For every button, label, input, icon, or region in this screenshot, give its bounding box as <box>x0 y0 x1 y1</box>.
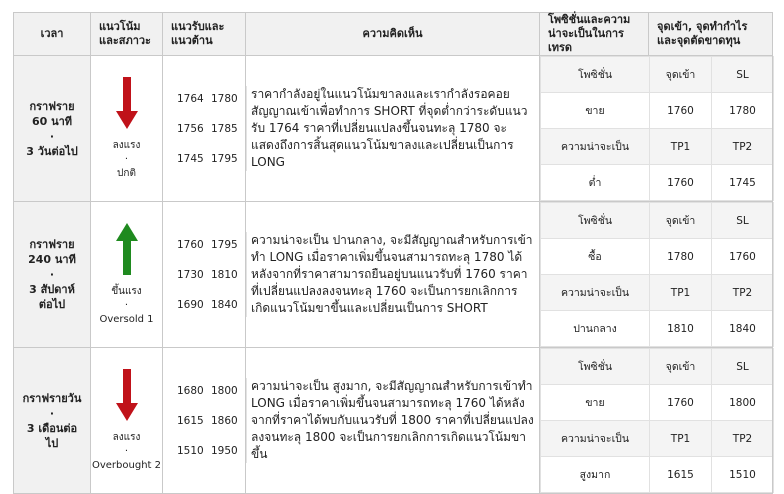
timeframe-line: กราฟรายวัน <box>22 391 82 405</box>
timeframe-cell <box>14 202 91 348</box>
grid-row <box>541 457 774 493</box>
grid-value-cell: 1780 <box>712 93 774 129</box>
support-level: 1730 <box>177 268 204 281</box>
support-level: 1764 <box>177 92 204 105</box>
grid-header-cell: ความน่าจะเป็น <box>541 275 650 311</box>
support-level: 1680 <box>177 384 204 397</box>
trend-spacer <box>91 421 162 431</box>
level-row <box>163 260 245 290</box>
grid-header-cell: TP1 <box>650 275 712 311</box>
header-entry: จุดเข้า, จุดทำกำไรและจุดตัดขาดทุน <box>649 13 773 56</box>
grid-value-cell: 1760 <box>650 385 712 421</box>
timeframe-line: 3 วันต่อไป <box>26 144 78 158</box>
trend-spacer <box>91 275 162 285</box>
grid-row <box>541 385 774 421</box>
timeframe-line: · <box>49 268 55 281</box>
support-level: 1510 <box>177 444 204 457</box>
timeframe-line: · <box>49 406 55 420</box>
header-position: โพซิชั่นและความน่าจะเป็นในการเทรด <box>540 13 649 56</box>
grid-value-cell: 1510 <box>712 457 774 493</box>
grid-value-cell: 1760 <box>712 239 774 275</box>
trend-label: ลงแรง <box>112 139 141 151</box>
header-support-resistance: แนวรับและแนวต้าน <box>163 13 246 56</box>
timeframe-line: 3 สัปดาห์ <box>29 283 75 296</box>
grid-value-cell: ต่ำ <box>541 165 650 201</box>
support-resistance-cell <box>163 202 246 348</box>
grid-header-cell: จุดเข้า <box>650 203 712 239</box>
level-row <box>163 144 245 174</box>
grid-value-cell: ขาย <box>541 93 650 129</box>
grid-value-cell: ขาย <box>541 385 650 421</box>
trend-label: · <box>124 445 129 457</box>
comment-text: ความน่าจะเป็น ปานกลาง, จะมีสัญญาณสำหรับการเข้าทำ LONG เมื่อราคาเพิ่มขึ้นจนสามารถทะลุ 1780 ได้หลังจากที่ราคาสามารถยืนอยู่บนแนวรับที่ 1760 ราคาที่เปลี่ยนแปลงลงจนทะลุ 1760 จะเป็นการยกเลิกการเกิดแนวโน้มขาขึ้นและเปลี่ยนเป็นการ SHORT <box>246 232 539 317</box>
timeframe-line: กราฟราย <box>29 238 75 251</box>
level-row <box>163 376 245 406</box>
position-grid-cell <box>540 348 773 494</box>
grid-value-cell: 1780 <box>650 239 712 275</box>
grid-row <box>541 349 774 385</box>
support-level: 1756 <box>177 122 204 135</box>
grid-header-cell: โพซิชั่น <box>541 57 650 93</box>
trend-cell <box>91 348 163 494</box>
timeframe-cell <box>14 56 91 202</box>
grid-value-cell: 1800 <box>712 385 774 421</box>
grid-header-cell: SL <box>712 349 774 385</box>
arrow-up-icon <box>116 223 138 275</box>
comment-text: ความน่าจะเป็น สูงมาก, จะมีสัญญาณสำหรับการเข้าทำ LONG เมื่อราคาเพิ่มขึ้นจนสามารถทะลุ 1760 ได้หลังจากที่ราคาได้พบกับแนวรับที่ 1800 ราคาที่เปลี่ยนแปลงลงจนทะลุ 1800 จะเป็นการยกเลิกการเกิดแนวโน้มขาขึ้น <box>246 378 539 463</box>
grid-header-cell: SL <box>712 203 774 239</box>
grid-value-cell: 1810 <box>650 311 712 347</box>
grid-header-cell: โพซิชั่น <box>541 203 650 239</box>
grid-value-cell: ปานกลาง <box>541 311 650 347</box>
table-row <box>14 202 773 348</box>
grid-row <box>541 93 774 129</box>
grid-header-cell: จุดเข้า <box>650 57 712 93</box>
trend-label: ลงแรง <box>112 431 141 443</box>
analysis-table-container <box>13 12 772 482</box>
grid-value-cell: 1760 <box>650 165 712 201</box>
analysis-table <box>13 12 773 494</box>
grid-header-cell: จุดเข้า <box>650 349 712 385</box>
support-level: 1745 <box>177 152 204 165</box>
timeframe-line: กราฟราย <box>29 99 75 113</box>
resistance-level: 1795 <box>211 238 238 251</box>
position-grid-cell <box>540 202 773 348</box>
grid-header-cell: TP1 <box>650 129 712 165</box>
timeframe-line: ไป <box>45 436 59 450</box>
timeframe-line: ต่อไป <box>38 298 66 311</box>
support-level: 1760 <box>177 238 204 251</box>
support-resistance-cell <box>163 56 246 202</box>
trend-label: Oversold 1 <box>99 313 154 325</box>
grid-row <box>541 203 774 239</box>
arrow-down-icon <box>116 77 138 129</box>
grid-value-cell: สูงมาก <box>541 457 650 493</box>
arrow-down-icon <box>116 369 138 421</box>
header-time: เวลา <box>14 13 91 56</box>
grid-header-cell: โพซิชั่น <box>541 349 650 385</box>
trend-spacer <box>91 129 162 139</box>
timeframe-line: 60 นาที <box>31 114 73 128</box>
resistance-level: 1795 <box>211 152 238 165</box>
grid-header-cell: TP2 <box>712 129 774 165</box>
comment-cell <box>246 56 540 202</box>
table-row <box>14 56 773 202</box>
trend-label: · <box>124 153 129 165</box>
resistance-level: 1840 <box>211 298 238 311</box>
grid-header-cell: TP2 <box>712 421 774 457</box>
position-grid <box>540 348 774 493</box>
level-row <box>163 436 245 466</box>
grid-row <box>541 239 774 275</box>
grid-row <box>541 57 774 93</box>
support-level: 1615 <box>177 414 204 427</box>
resistance-level: 1810 <box>211 268 238 281</box>
grid-header-cell: ความน่าจะเป็น <box>541 421 650 457</box>
level-row <box>163 230 245 260</box>
resistance-level: 1800 <box>211 384 238 397</box>
header-trend: แนวโน้มและสภาวะ <box>91 13 163 56</box>
timeframe-cell <box>14 348 91 494</box>
level-row <box>163 114 245 144</box>
trend-cell <box>91 56 163 202</box>
grid-header-cell: SL <box>712 57 774 93</box>
grid-value-cell: 1760 <box>650 93 712 129</box>
comment-cell <box>246 202 540 348</box>
trend-cell <box>91 202 163 348</box>
trend-label: Overbought 2 <box>91 459 161 471</box>
table-row <box>14 348 773 494</box>
comment-cell <box>246 348 540 494</box>
trend-label: · <box>124 299 129 311</box>
resistance-level: 1950 <box>211 444 238 457</box>
timeframe-line: 240 นาที <box>28 253 76 266</box>
level-row <box>163 84 245 114</box>
level-row <box>163 290 245 320</box>
grid-row <box>541 165 774 201</box>
resistance-level: 1780 <box>211 92 238 105</box>
grid-row <box>541 311 774 347</box>
trend-label: ปกติ <box>117 167 136 179</box>
grid-row <box>541 421 774 457</box>
grid-value-cell: ซื้อ <box>541 239 650 275</box>
grid-header-cell: TP2 <box>712 275 774 311</box>
level-row <box>163 406 245 436</box>
trend-label: ขึ้นแรง <box>111 285 142 297</box>
grid-row <box>541 129 774 165</box>
header-comment: ความคิดเห็น <box>246 13 540 56</box>
grid-value-cell: 1840 <box>712 311 774 347</box>
grid-value-cell: 1615 <box>650 457 712 493</box>
grid-value-cell: 1745 <box>712 165 774 201</box>
position-grid <box>540 56 774 201</box>
support-resistance-cell <box>163 348 246 494</box>
timeframe-line: 3 เดือนต่อ <box>26 421 78 435</box>
timeframe-line: · <box>49 129 55 143</box>
position-grid <box>540 202 774 347</box>
support-level: 1690 <box>177 298 204 311</box>
position-grid-cell <box>540 56 773 202</box>
grid-header-cell: ความน่าจะเป็น <box>541 129 650 165</box>
grid-header-cell: TP1 <box>650 421 712 457</box>
header-row <box>14 13 773 56</box>
resistance-level: 1860 <box>211 414 238 427</box>
grid-row <box>541 275 774 311</box>
resistance-level: 1785 <box>211 122 238 135</box>
comment-text: ราคากำลังอยู่ในแนวโน้มขาลงและเรากำลังรอคอยสัญญาณเข้าเพื่อทำการ SHORT ที่จุดต่ำกว่าระดับแนวรับ 1764 ราคาที่เปลี่ยนแปลงขึ้นจนทะลุ 1780 จะแสดงถึงการสิ้นสุดแนวโน้มขาลงและเปลี่ยนเป็นการ LONG <box>246 86 539 171</box>
